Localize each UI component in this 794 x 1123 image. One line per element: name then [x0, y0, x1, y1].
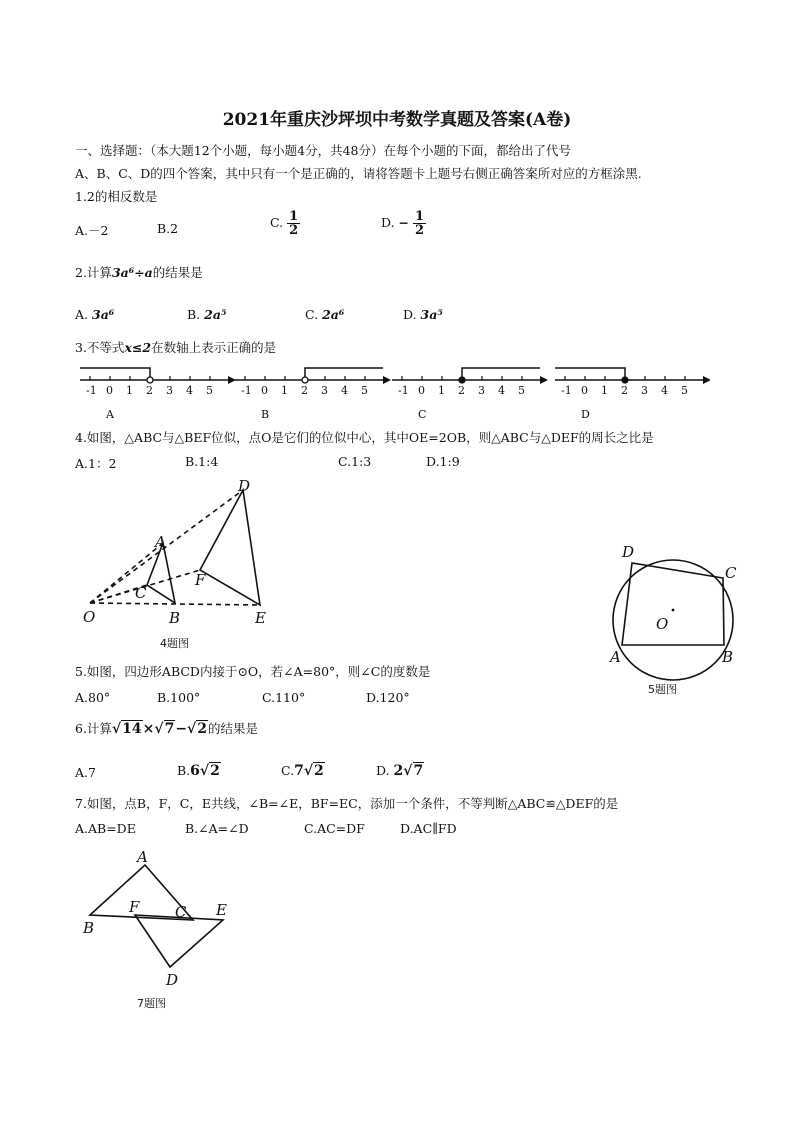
- q7-option-c: C.AC=DF: [304, 821, 365, 836]
- point-label-o: O: [83, 608, 96, 626]
- point-label-f: F: [129, 898, 140, 916]
- number-line-d: [555, 368, 710, 421]
- q1-option-b: B.2: [157, 221, 179, 236]
- tick-label: 2: [458, 384, 465, 397]
- q4-figure: [75, 475, 290, 660]
- coefficient: 6: [190, 763, 200, 779]
- tick-label: 5: [681, 384, 688, 397]
- sqrt-sign: √: [199, 763, 210, 779]
- closed-point: [459, 377, 465, 383]
- option-prefix: B.: [187, 307, 201, 322]
- sqrt-sign: √: [111, 721, 122, 737]
- q6-option-b: [177, 763, 221, 779]
- radicand: 2: [314, 763, 324, 779]
- option-value: 3a⁶: [92, 307, 115, 322]
- q1-stem: 1.2的相反数是: [75, 189, 158, 204]
- axis-arrow: [383, 376, 391, 384]
- option-prefix: A.: [75, 307, 89, 322]
- tick-label: 0: [106, 384, 113, 397]
- tick-label: 3: [321, 384, 328, 397]
- q6-stem-prefix: 6.计算: [75, 721, 112, 736]
- q2-expression: 3a⁶÷a: [111, 265, 153, 280]
- option-value: [294, 762, 325, 779]
- page-title: 2021年重庆沙坪坝中考数学真题及答案(A卷): [222, 110, 572, 130]
- option-prefix: C.: [305, 307, 319, 322]
- q1-option-a: A.－2: [75, 223, 109, 238]
- sqrt-sign: √: [154, 721, 164, 737]
- frac-denominator: 2: [415, 223, 425, 238]
- closed-point: [622, 377, 628, 383]
- triangle-def: [135, 915, 223, 967]
- tick-label: -1: [398, 384, 409, 397]
- q5-stem: 5.如图，四边形ABCD内接于⊙O，若∠A=80°，则∠C的度数是: [75, 664, 431, 679]
- open-point: [302, 377, 308, 383]
- tick-label: -1: [561, 384, 572, 397]
- number-line-a: [80, 368, 236, 421]
- point-label-c: C: [135, 584, 147, 602]
- q7-option-d: D.AC∥FD: [400, 821, 457, 836]
- option-value: [190, 762, 221, 779]
- axis-arrow: [540, 376, 548, 384]
- tick-label: 2: [621, 384, 628, 397]
- solution-ray: [462, 368, 540, 380]
- option-value: 3a⁵: [420, 307, 443, 322]
- center-dot: [672, 609, 675, 612]
- option-prefix: B.: [177, 763, 191, 778]
- quadrilateral-abcd: [622, 563, 724, 645]
- q3-stem-suffix: 在数轴上表示正确的是: [151, 340, 277, 355]
- point-label-d: D: [238, 477, 251, 495]
- point-label-e: E: [255, 609, 266, 627]
- tick-label: 1: [281, 384, 288, 397]
- radicand: 7: [164, 721, 175, 737]
- q5-figure: [600, 540, 760, 705]
- solution-ray: [305, 368, 383, 380]
- tick-label: 1: [438, 384, 445, 397]
- option-label: D: [581, 408, 590, 421]
- option-label: C: [418, 408, 427, 421]
- q6-expression: [112, 720, 208, 737]
- radicand: 14: [122, 721, 142, 737]
- q4-option-a: A.1：2: [75, 456, 117, 471]
- tick-label: 5: [518, 384, 525, 397]
- open-point: [147, 377, 153, 383]
- q1-option-c-fraction: [287, 210, 300, 237]
- point-label-a: A: [137, 848, 148, 866]
- tick-label: 3: [641, 384, 648, 397]
- option-label: B: [261, 408, 270, 421]
- q4-option-b: B.1:4: [185, 454, 219, 469]
- coefficient: 7: [294, 763, 304, 779]
- q2-option-d: [403, 307, 443, 322]
- tick-label: 3: [166, 384, 173, 397]
- tick-label: 2: [301, 384, 308, 397]
- q1-option-c: [270, 210, 300, 237]
- q2-stem: [75, 265, 203, 281]
- point-label-d: D: [622, 543, 635, 561]
- q2-option-b: [187, 307, 226, 322]
- point-label-b: B: [722, 648, 734, 666]
- q4-option-d: D.1:9: [426, 454, 460, 469]
- frac-numerator: 1: [415, 209, 425, 224]
- q2-option-c: [305, 307, 344, 322]
- dashed-line-od: [90, 490, 243, 603]
- q6-option-d: [376, 763, 424, 779]
- q5-option-b: B.100°: [157, 690, 201, 705]
- axis-arrow: [703, 376, 710, 384]
- q1-option-d-prefix: D.: [381, 215, 395, 230]
- q5-option-d: D.120°: [366, 690, 410, 705]
- q7-figure-caption: 7题图: [137, 997, 166, 1010]
- option-prefix: D.: [403, 307, 417, 322]
- minus-sign: −: [398, 215, 410, 230]
- q5-option-a: A.80°: [75, 690, 111, 705]
- q6-stem-suffix: 的结果是: [208, 721, 259, 736]
- point-label-e: E: [216, 901, 227, 919]
- tick-label: 3: [478, 384, 485, 397]
- q4-figure-caption: 4题图: [160, 637, 189, 650]
- q7-figure: [75, 845, 250, 1015]
- q1-option-d-fraction: [413, 210, 426, 237]
- point-label-c: C: [175, 903, 187, 921]
- tick-label: 0: [261, 384, 268, 397]
- tick-label: -1: [86, 384, 97, 397]
- q5-option-c: C.110°: [262, 690, 306, 705]
- tick-label: 1: [126, 384, 133, 397]
- option-prefix: C.: [281, 763, 295, 778]
- point-label-o: O: [656, 615, 669, 633]
- tick-label: 1: [601, 384, 608, 397]
- radicand: 2: [197, 721, 207, 737]
- tick-label: 5: [206, 384, 213, 397]
- number-line-c: [392, 368, 548, 421]
- q5-figure-caption: 5题图: [648, 683, 677, 696]
- q4-stem: 4.如图，△ABC与△BEF位似，点O是它们的位似中心，其中OE=2OB，则△ABC与△DEF的周长之比是: [75, 430, 654, 445]
- sqrt-sign: √: [303, 763, 314, 779]
- section-heading: 一、选择题：（本大题12个小题，每小题4分，共48分）在每个小题的下面，都给出了代号: [75, 143, 572, 158]
- axis-arrow: [228, 376, 236, 384]
- option-prefix: D.: [376, 763, 390, 778]
- option-value: 2a⁵: [204, 307, 227, 322]
- minus-sign: −: [175, 721, 188, 737]
- q6-stem: [75, 721, 258, 737]
- q6-option-c: [281, 763, 325, 779]
- frac-numerator: 1: [289, 209, 299, 224]
- tick-label: 4: [661, 384, 668, 397]
- tick-label: 0: [581, 384, 588, 397]
- point-label-d: D: [166, 971, 179, 989]
- q2-option-a: [75, 307, 114, 322]
- option-label: A: [106, 408, 114, 421]
- q7-option-a: A.AB=DE: [75, 821, 136, 836]
- tick-label: 2: [146, 384, 153, 397]
- point-label-b: B: [169, 609, 181, 627]
- radicand: 2: [210, 763, 220, 779]
- q2-stem-prefix: 2.计算: [75, 265, 112, 280]
- coefficient: 2: [393, 763, 404, 779]
- q6-option-a: A.7: [75, 765, 96, 780]
- tick-label: 4: [186, 384, 193, 397]
- q1-option-d: [381, 210, 426, 237]
- q7-option-b: B.∠A=∠D: [185, 821, 249, 836]
- sqrt-sign: √: [403, 763, 413, 779]
- point-label-a: A: [610, 648, 621, 666]
- q4-option-c: C.1:3: [338, 454, 372, 469]
- option-value: 2a⁶: [322, 307, 345, 322]
- q3-inequality: x≤2: [124, 340, 152, 355]
- q3-number-lines: [70, 358, 710, 423]
- section-heading-cont: A、B、C、D的四个答案，其中只有一个是正确的，请将答题卡上题号右侧正确答案所对应的方框涂黑.: [75, 166, 642, 181]
- tick-label: -1: [241, 384, 252, 397]
- triangle-abc: [147, 543, 175, 603]
- tick-label: 4: [498, 384, 505, 397]
- q3-stem: [75, 340, 276, 356]
- point-label-a: A: [155, 533, 166, 551]
- circle-o: [613, 560, 733, 680]
- q3-stem-prefix: 3.不等式: [75, 340, 125, 355]
- point-label-f: F: [195, 571, 206, 589]
- frac-denominator: 2: [289, 223, 299, 238]
- number-line-b: [235, 368, 391, 421]
- point-label-c: C: [725, 564, 737, 582]
- tick-label: 4: [341, 384, 348, 397]
- times-sign: ×: [142, 721, 155, 737]
- q1-option-c-prefix: C.: [270, 215, 284, 230]
- triangle-def: [200, 490, 260, 605]
- option-value: [394, 762, 425, 779]
- q7-stem: 7.如图，点B，F，C，E共线，∠B=∠E，BF=EC，添加一个条件，不等判断△ABC≌△DEF的是: [75, 796, 619, 811]
- tick-label: 5: [361, 384, 368, 397]
- radicand: 7: [413, 763, 424, 779]
- point-label-b: B: [83, 919, 95, 937]
- tick-label: 0: [418, 384, 425, 397]
- q2-stem-suffix: 的结果是: [152, 265, 203, 280]
- sqrt-sign: √: [187, 721, 197, 737]
